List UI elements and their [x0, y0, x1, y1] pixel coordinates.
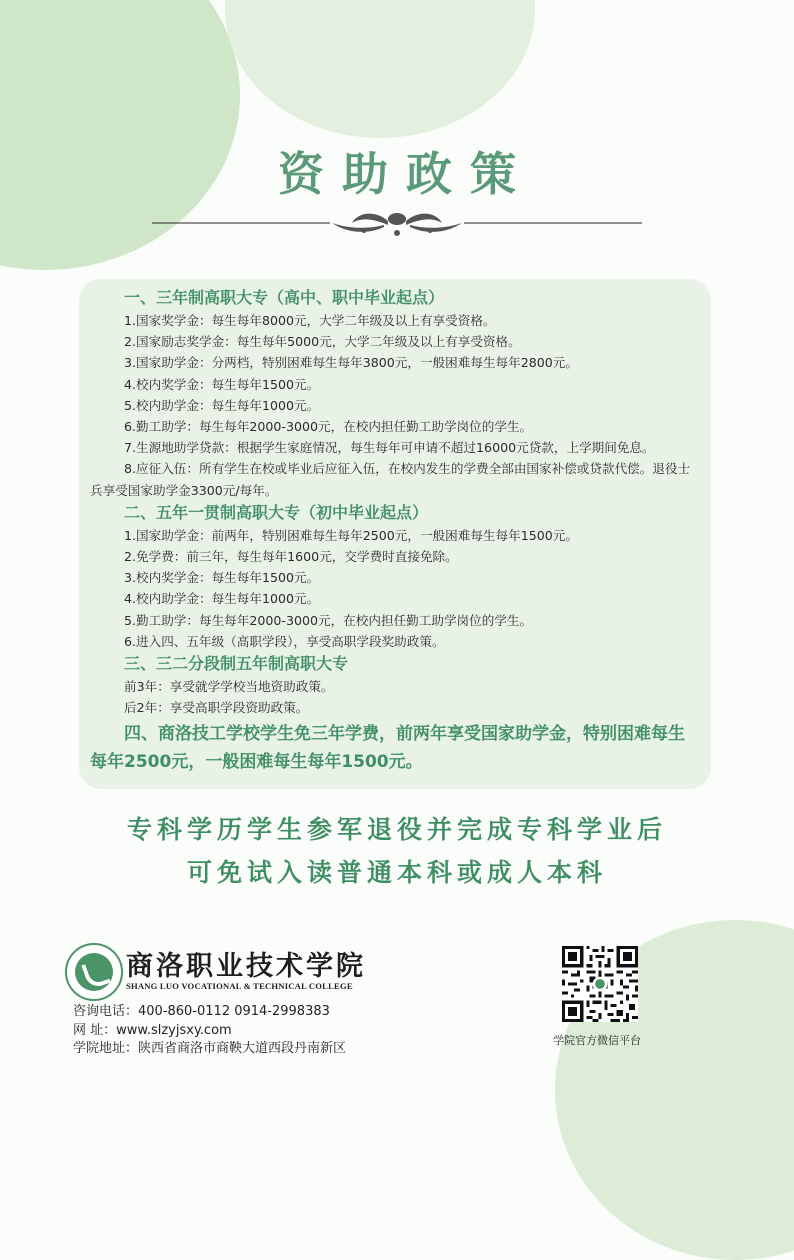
- contact-address: 学院地址：陕西省商洛市商鞅大道西段丹南新区: [73, 1041, 347, 1056]
- list-item: 7.生源地助学贷款：根据学生家庭情况，每生每年可申请不超过16000元贷款，上学期间免息。: [124, 440, 655, 456]
- policy-content: [90, 286, 700, 776]
- qr-code-icon: [562, 946, 638, 1022]
- list-item: 1.国家奖学金：每生每年8000元，大学二年级及以上有享受资格。: [124, 313, 496, 328]
- ornament-divider: [152, 207, 642, 243]
- college-logo-icon: [65, 943, 123, 1001]
- list-item: 6.勤工助学：每生每年2000-3000元，在校内担任勤工助学岗位的学生。: [124, 419, 533, 435]
- list-item: 2.免学费：前三年，每生每年1600元，交学费时直接免除。: [124, 549, 458, 565]
- list-item: 6.进入四、五年级（高职学段），享受高职学段奖助政策。: [124, 633, 445, 649]
- contact-phone: 咨询电话：400-860-0112 0914-2998383: [73, 1004, 330, 1019]
- contact-website: 网 址：www.slzyjsxy.com: [73, 1022, 232, 1038]
- list-item: 5.校内助学金：每生每年1000元。: [124, 397, 320, 413]
- section-technical-school: 四、商洛技工学校学生免三年学费，前两年享受国家助学金，特别困难每生每年2500元，一般困难每生每年1500元。: [90, 724, 685, 773]
- list-item: 8.应征入伍：所有学生在校或毕业后应征入伍，在校内发生的学费全部由国家补偿或贷款代偿。退役士兵享受国家助学金3300元/每年。: [90, 461, 691, 498]
- list-item: 3.校内奖学金：每生每年1500元。: [124, 570, 320, 586]
- list-item: 1.国家助学金：前两年，特别困难每生每年2500元，一般困难每生每年1500元。: [124, 527, 578, 543]
- college-name-en: SHANG LUO VOCATIONAL & TECHNICAL COLLEGE: [126, 981, 353, 991]
- list-item: 5.勤工助学：每生每年2000-3000元，在校内担任勤工助学岗位的学生。: [124, 612, 533, 628]
- list-item: 2.国家励志奖学金：每生每年5000元，大学二年级及以上有享受资格。: [124, 334, 521, 350]
- contact-info: [73, 1003, 346, 1059]
- list-item: 前3年：享受就学学校当地资助政策。: [124, 679, 334, 695]
- decor-circle-top-center: [225, 0, 535, 138]
- section-heading-three-year: 一、三年制高职大专（高中、职中毕业起点）: [124, 288, 445, 307]
- list-item: 3.国家助学金：分两档，特别困难每生每年3800元，一般困难每生每年2800元。: [124, 355, 578, 371]
- section-heading-three-two: 三、三二分段制五年制高职大专: [124, 654, 349, 674]
- list-item: 后2年：享受高职学段资助政策。: [124, 700, 309, 716]
- slogan-line-2: 可免试入读普通本科或成人本科: [186, 858, 607, 887]
- page-title: 资助政策: [278, 147, 534, 201]
- college-name: 商洛职业技术学院: [126, 951, 366, 982]
- slogan-line-1: 专科学历学生参军退役并完成专科学业后: [126, 815, 667, 844]
- list-item: 4.校内奖学金：每生每年1500元。: [124, 376, 320, 392]
- section-heading-five-year: 二、五年一贯制高职大专（初中毕业起点）: [124, 502, 429, 522]
- qr-caption: 学院官方微信平台: [553, 1034, 641, 1047]
- list-item: 4.校内助学金：每生每年1000元。: [124, 591, 320, 607]
